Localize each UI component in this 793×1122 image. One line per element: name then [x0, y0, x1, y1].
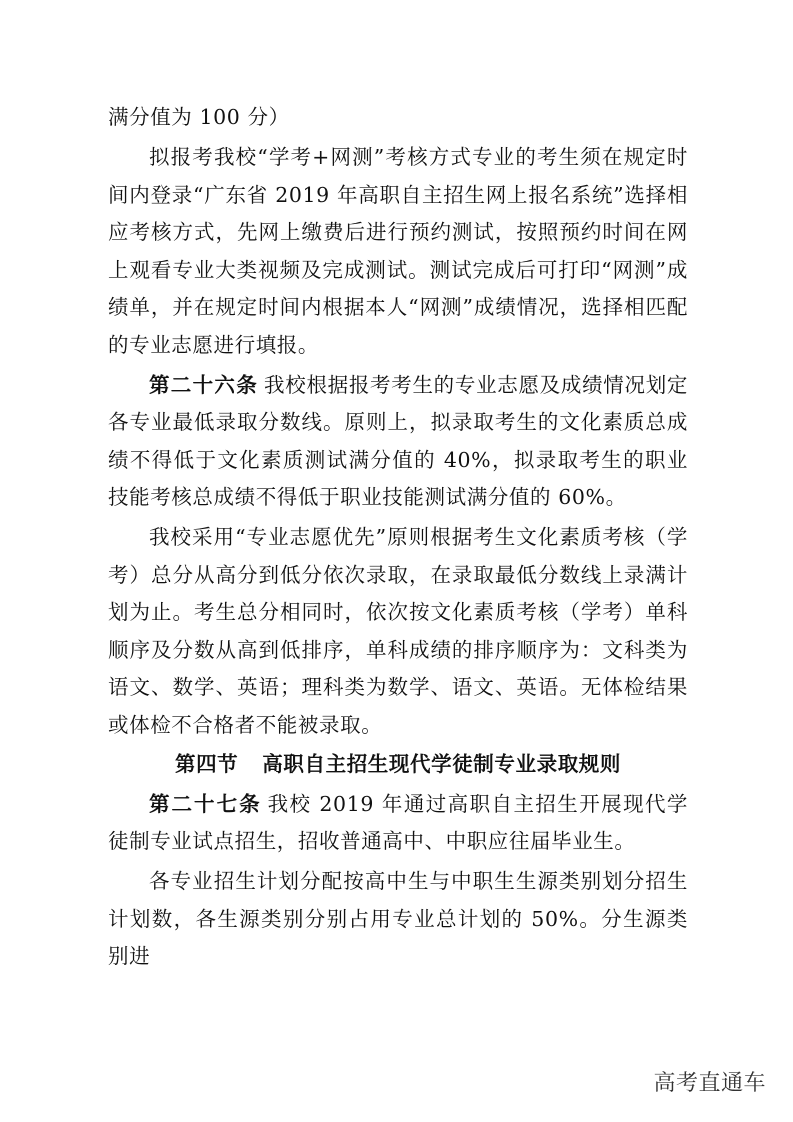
- document-body: [108, 99, 688, 976]
- article-27: [108, 786, 688, 861]
- article-27-label: 第二十七条: [149, 791, 262, 816]
- paragraph-score-note: 满分值为 100 分）: [108, 105, 290, 129]
- paragraph-plan-allocation: 各专业招生计划分配按高中生与中职生生源类别划分招生计划数，各生源类别分别占用专业总计划的 50%。分生源类别进: [108, 869, 688, 968]
- article-26-label: 第二十六条: [149, 372, 259, 397]
- article-27-text: 我校 2019 年通过高职自主招生开展现代学徒制专业试点招生，招收普通高中、中职应往届毕业生。: [108, 791, 689, 853]
- section-title: 高职自主招生现代学徒制专业录取规则: [262, 752, 621, 776]
- article-26-text: 我校根据报考考生的专业志愿及成绩情况划定各专业最低录取分数线。原则上，拟录取考生的文化素质总成绩不得低于文化素质测试满分值的 40%，拟录取考生的职业技能考核总成绩不得低于职业技能测试满分值的 60%。: [108, 372, 689, 509]
- article-26: [108, 367, 688, 517]
- paragraph-online-test: 拟报考我校“学考+网测”考核方式专业的考生须在规定时间内登录“广东省 2019 年高职自主招生网上报名系统”选择相应考核方式，先网上缴费后进行预约测试，按照预约时间在网上观看专业大类视频及完成测试。测试完成后可打印“网测”成绩单，并在规定时间内根据本人“网测”成绩情况，选择相匹配的专业志愿进行填报。: [108, 145, 688, 357]
- watermark-text: 高考直通车: [653, 1071, 766, 1096]
- section-heading: [108, 746, 688, 784]
- section-number: 第四节: [174, 752, 239, 776]
- paragraph-admission-order: 我校采用“专业志愿优先”原则根据考生文化素质考核（学考）总分从高分到低分依次录取，在录取最低分数线上录满计划为止。考生总分相同时，依次按文化素质考核（学考）单科顺序及分数从高到低排序，单科成绩的排序顺序为：文科类为语文、数学、英语；理科类为数学、语文、英语。无体检结果或体检不合格者不能被录取。: [108, 525, 688, 737]
